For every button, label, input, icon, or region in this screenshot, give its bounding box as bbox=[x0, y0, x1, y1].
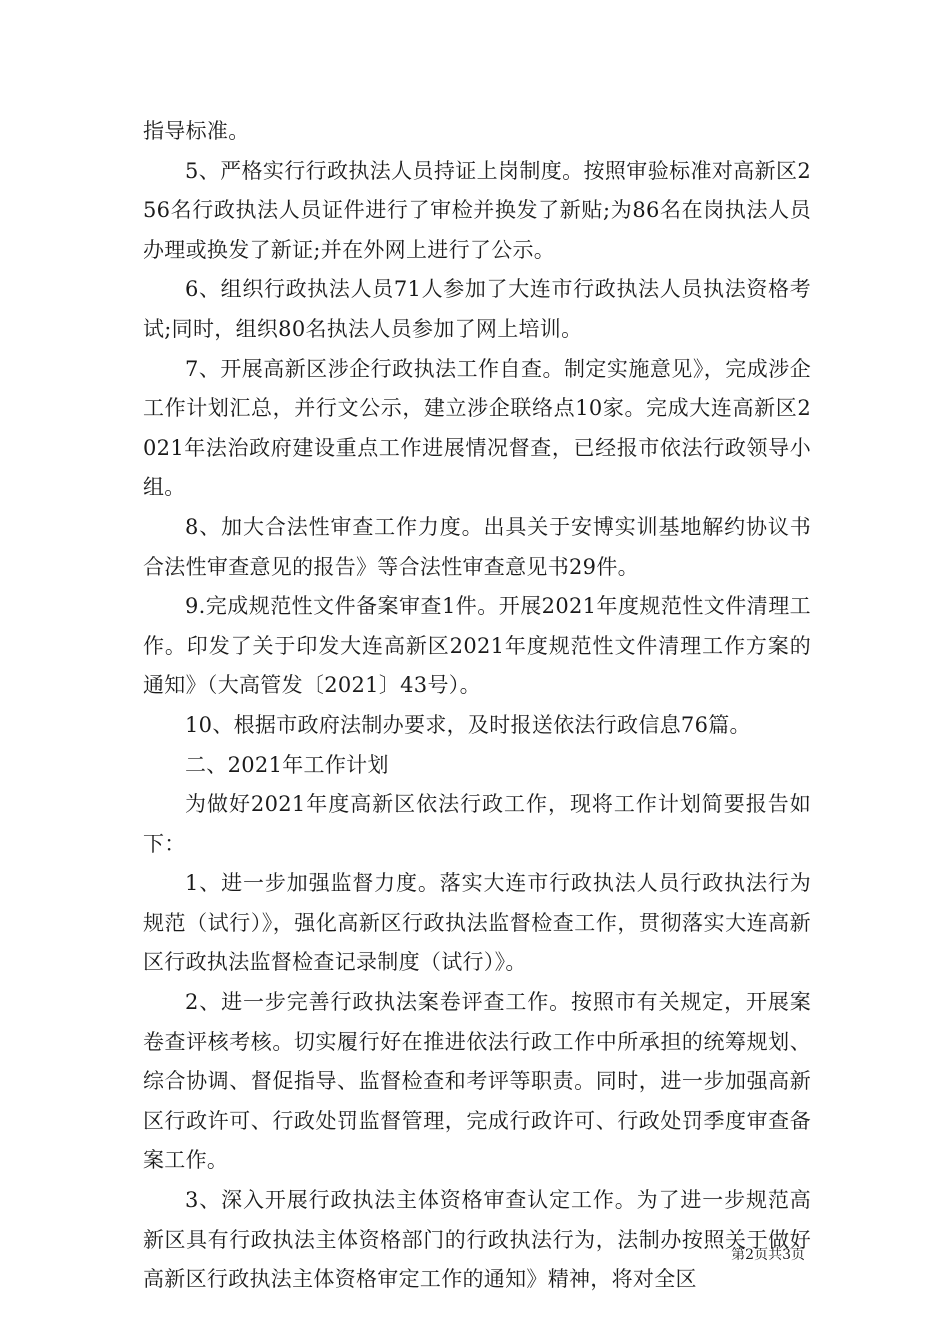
paragraph-plan-item-1: 1、进一步加强监督力度。落实大连市行政执法人员行政执法行为规范（试行）》，强化高新区行政执法监督检查工作，贯彻落实大连高新区行政执法监督检查记录制度（试行）》。 bbox=[143, 871, 811, 975]
section-heading-2021-plan: 二、2021年工作计划 bbox=[185, 752, 389, 777]
paragraph-plan-intro: 为做好2021年度高新区依法行政工作，现将工作计划简要报告如下： bbox=[143, 792, 811, 856]
paragraph-item-5: 5、严格实行行政执法人员持证上岗制度。按照审验标准对高新区256名行政执法人员证件进行了审检并换发了新贴;为86名在岗执法人员办理或换发了新证;并在外网上进行了公示。 bbox=[143, 158, 811, 262]
document-body bbox=[143, 112, 811, 1300]
paragraph-item-8: 8、加大合法性审查工作力度。出具关于安博实训基地解约协议书合法性审查意见的报告》等合法性审查意见书29件。 bbox=[143, 514, 811, 579]
paragraph-item-7: 7、开展高新区涉企行政执法工作自查。制定实施意见》，完成涉企工作计划汇总，并行文公示，建立涉企联络点10家。完成大连高新区2021年法治政府建设重点工作进展情况督查，已经报市依法行政领导小组。 bbox=[143, 356, 811, 500]
paragraph-item-6: 6、组织行政执法人员71人参加了大连市行政执法人员执法资格考试;同时，组织80名执法人员参加了网上培训。 bbox=[143, 277, 811, 341]
paragraph-item-9: 9.完成规范性文件备案审查1件。开展2021年度规范性文件清理工作。印发了关于印发大连高新区2021年度规范性文件清理工作方案的通知》（大高管发〔2021〕43号）。 bbox=[143, 594, 811, 698]
page-number: 第2页共3页 bbox=[731, 1247, 805, 1263]
paragraph-plan-item-2: 2、进一步完善行政执法案卷评查工作。按照市有关规定，开展案卷查评核考核。切实履行好在推进依法行政工作中所承担的统筹规划、综合协调、督促指导、监督检查和考评等职责。同时，进一步加强高新区行政许可、行政处罚监督管理，完成行政许可、行政处罚季度审查备案工作。 bbox=[143, 990, 811, 1173]
paragraph-continuation: 指导标准。 bbox=[143, 119, 250, 143]
paragraph-item-10: 10、根据市政府法制办要求，及时报送依法行政信息76篇。 bbox=[185, 712, 751, 737]
paragraph-plan-item-3: 3、深入开展行政执法主体资格审查认定工作。为了进一步规范高新区具有行政执法主体资格部门的行政执法行为，法制办按照关于做好高新区行政执法主体资格审定工作的通知》精神，将对全区 bbox=[143, 1188, 811, 1292]
